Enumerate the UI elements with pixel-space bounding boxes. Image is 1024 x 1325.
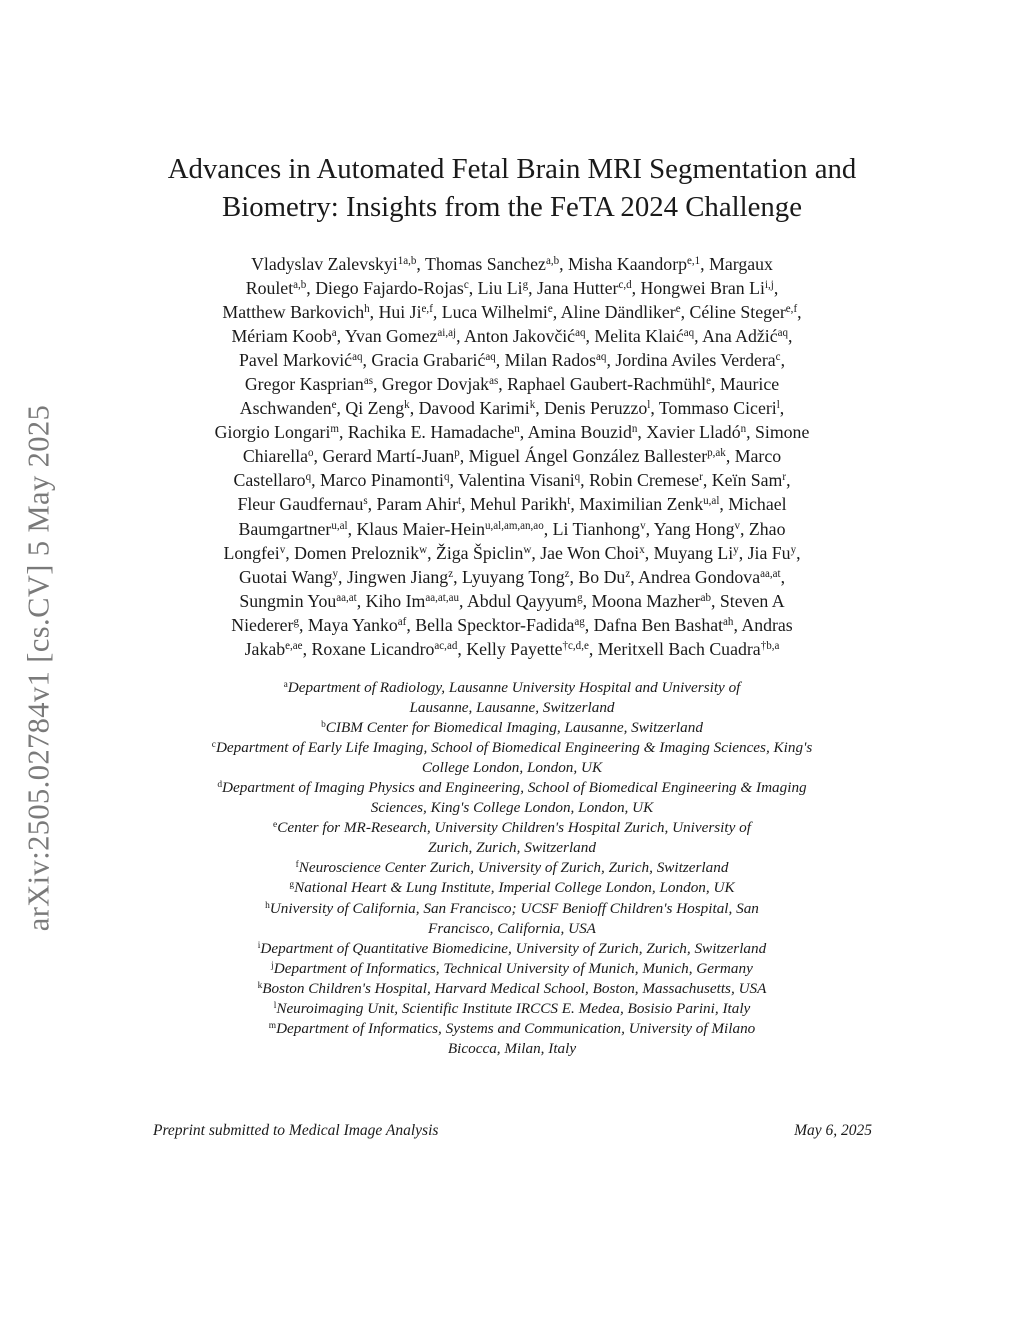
author-affiliation-mark: e [331, 399, 337, 412]
author-affiliation-mark: c [775, 351, 781, 364]
affiliation-mark: f [295, 860, 299, 871]
author-line [146, 613, 878, 637]
author-name: , [780, 350, 786, 371]
author-name: , Marco Pinamonti [311, 470, 444, 491]
author-list [146, 252, 878, 661]
author-name: , Lyuyang Tong [453, 566, 565, 587]
author-name: , Qi Zeng [336, 398, 405, 419]
affiliation-text: Neuroscience Center Zurich, University of Zurich, Zurich, Switzerland [298, 859, 729, 877]
author-name: Matthew Barkovich [222, 302, 365, 323]
author-affiliation-mark: aq [777, 327, 789, 340]
author-affiliation-mark: q [443, 471, 450, 484]
author-name: , Robin Cremese [580, 470, 700, 491]
author-name: , Maximilian Zenk [570, 494, 704, 515]
author-affiliation-mark: v [279, 543, 286, 556]
affiliation-text: Boston Children's Hospital, Harvard Medical School, Boston, Massachusetts, USA [262, 979, 767, 997]
author-affiliation-mark: n [740, 423, 747, 436]
author-name: , [779, 398, 785, 419]
affiliation-line [146, 1019, 878, 1039]
affiliation-text: Zurich, Zurich, Switzerland [428, 839, 596, 857]
affiliation-text: University of California, San Francisco; UCSF Benioff Children's Hospital, San [269, 899, 759, 917]
author-name: Vladyslav Zalevskyi [251, 254, 398, 274]
author-name: , Luca Wilhelmi [432, 302, 548, 323]
author-name: , Margaux [700, 254, 773, 274]
author-name: , Gracia Grabarić [362, 350, 486, 371]
author-affiliation-mark: aq [683, 327, 695, 340]
author-name: , Zhao [740, 518, 786, 539]
author-name: Sungmin You [239, 590, 337, 611]
affiliation-line [146, 959, 878, 979]
author-affiliation-mark: q [305, 471, 312, 484]
affiliation-text: Sciences, King's College London, London, UK [370, 799, 654, 817]
affiliation-line [146, 939, 878, 959]
author-name: , Anton Jakovčić [456, 326, 576, 347]
author-name: , Klaus Maier-Hein [347, 518, 485, 539]
author-name: , Valentina Visani [449, 470, 575, 491]
author-name: , Denis Peruzzo [535, 398, 648, 419]
author-name: Baumgartner [238, 518, 332, 539]
affiliation-text: Bicocca, Milan, Italy [447, 1039, 577, 1057]
author-name: , Steven A [711, 590, 785, 611]
author-affiliation-mark: x [639, 543, 645, 556]
author-affiliation-mark: g [577, 591, 583, 604]
author-name: Longfei [223, 542, 280, 563]
affiliation-text: Center for MR-Research, University Children's Hospital Zurich, University of [277, 819, 751, 837]
author-name: , [773, 278, 779, 299]
author-line [146, 396, 878, 420]
author-affiliation-mark: m [330, 423, 339, 436]
author-affiliation-mark: ab [700, 591, 712, 604]
author-affiliation-mark: aq [485, 351, 496, 364]
author-name: , Kiho Im [356, 590, 426, 611]
author-name: , Param Ahir [367, 494, 459, 515]
author-name: , Dafna Ben Bashat [584, 614, 724, 635]
author-name: , Xavier Lladó [637, 422, 741, 443]
affiliation-line [146, 678, 878, 698]
author-name: , Domen Preloznik [285, 542, 420, 563]
author-affiliation-mark: h [364, 303, 370, 316]
affiliation-line [146, 758, 878, 778]
author-affiliation-mark: r [699, 471, 703, 484]
author-name: Chiarella [242, 446, 309, 467]
author-affiliation-mark: aq [575, 327, 586, 340]
author-name: , Abdul Qayyum [459, 590, 578, 611]
author-name: , Meritxell Bach Cuadra [588, 638, 761, 659]
author-line [146, 444, 878, 468]
affiliation-mark: l [273, 1000, 277, 1011]
author-name: , Hongwei Bran Li [631, 278, 765, 299]
author-name: , [796, 542, 801, 563]
affiliation-text: Neuroimaging Unit, Scientific Institute IRCCS E. Medea, Bosisio Parini, Italy [276, 999, 751, 1017]
author-affiliation-mark: n [514, 423, 520, 436]
author-affiliation-mark: e [706, 375, 712, 388]
author-affiliation-mark: u,al [703, 495, 720, 508]
author-name: , Bo Du [569, 566, 626, 587]
author-line [146, 517, 878, 541]
affiliation-text: Lausanne, Lausanne, Switzerland [409, 699, 615, 717]
affiliation-line [146, 858, 878, 878]
affiliation-list [146, 678, 878, 1059]
author-name: , [788, 326, 793, 347]
author-name: Guotai Wang [238, 566, 333, 587]
affiliation-line [146, 1039, 878, 1059]
affiliation-text: CIBM Center for Biomedical Imaging, Lausanne, Switzerland [325, 719, 703, 737]
author-name: Gregor Kasprian [244, 374, 364, 395]
affiliation-mark: k [257, 980, 263, 991]
author-affiliation-mark: v [640, 519, 646, 532]
author-name: , Misha Kaandorp [559, 254, 688, 274]
author-affiliation-mark: e,1 [687, 254, 701, 267]
author-affiliation-mark: as [489, 375, 499, 388]
author-name: , Davood Karimi [409, 398, 530, 419]
author-name: Pavel Marković [238, 350, 353, 371]
author-line [146, 589, 878, 613]
author-name: , Simone [746, 422, 810, 443]
author-affiliation-mark: aa,at [336, 591, 357, 604]
affiliation-line [146, 979, 878, 999]
author-name: , Tommaso Ciceri [650, 398, 777, 419]
author-name: , Jia Fu [738, 542, 791, 563]
author-affiliation-mark: y [733, 543, 739, 556]
affiliation-mark: m [268, 1020, 277, 1031]
author-line [146, 565, 878, 589]
submission-date: May 6, 2025 [794, 1122, 872, 1139]
author-affiliation-mark: t [458, 495, 462, 508]
affiliation-text: College London, London, UK [421, 759, 603, 777]
affiliation-text: Department of Informatics, Technical University of Munich, Munich, Germany [273, 959, 753, 977]
author-line [146, 468, 878, 492]
author-line [146, 324, 878, 348]
author-affiliation-mark: r [782, 471, 787, 484]
affiliation-text: Department of Radiology, Lausanne University Hospital and University of [287, 679, 741, 696]
author-name: , Marco [725, 446, 782, 467]
author-name: , Maya Yanko [298, 614, 398, 635]
author-name: Fleur Gaudfernau [237, 494, 364, 515]
author-line [146, 420, 878, 444]
author-name: , Thomas Sanchez [416, 254, 546, 274]
affiliation-line [146, 778, 878, 798]
page-footer [153, 1122, 872, 1140]
author-name: Aschwanden [239, 398, 332, 419]
paper-title [140, 150, 884, 226]
author-name: , Melita Klaić [585, 326, 684, 347]
author-affiliation-mark: l [647, 399, 651, 412]
author-affiliation-mark: g [293, 615, 299, 628]
author-name: , Milan Rados [495, 350, 597, 371]
affiliation-mark: i [257, 940, 261, 951]
affiliation-line [146, 798, 878, 818]
author-affiliation-mark: e [547, 303, 553, 316]
author-affiliation-mark: †b,a [760, 639, 780, 652]
author-affiliation-mark: ag [574, 615, 585, 628]
affiliation-text: Department of Quantitative Biomedicine, University of Zurich, Zurich, Switzerland [260, 939, 767, 957]
author-name: , Ana Adžić [694, 326, 778, 347]
author-affiliation-mark: p [454, 447, 460, 460]
author-name: Castellaro [233, 470, 306, 491]
author-affiliation-mark: a [331, 327, 337, 340]
author-name: , Roxane Licandro [302, 638, 435, 659]
author-affiliation-mark: aq [352, 351, 363, 364]
affiliation-mark: j [271, 960, 274, 971]
author-affiliation-mark: q [574, 471, 581, 484]
author-name: , Li Tianhong [543, 518, 641, 539]
author-affiliation-mark: ah [723, 615, 734, 628]
author-affiliation-mark: af [397, 615, 407, 628]
author-name: , Andrea Gondova [630, 566, 761, 587]
author-line [146, 276, 878, 300]
author-name: , Jana Hutter [528, 278, 619, 299]
author-affiliation-mark: e,f [785, 303, 798, 316]
author-line [146, 492, 878, 516]
author-affiliation-mark: k [404, 399, 410, 412]
author-line [146, 252, 878, 276]
author-name: , Amina Bouzid [519, 422, 632, 443]
author-affiliation-mark: e [675, 303, 681, 316]
affiliation-line [146, 738, 878, 758]
author-name: , Maurice [711, 374, 780, 395]
author-name: , Gerard Martí-Juan [313, 446, 455, 467]
author-name: , Bella Specktor-Fadida [406, 614, 575, 635]
author-affiliation-mark: z [448, 567, 454, 580]
affiliation-mark: c [211, 739, 216, 750]
author-affiliation-mark: y [332, 567, 339, 580]
affiliation-mark: b [321, 719, 326, 730]
author-affiliation-mark: 1a,b [397, 254, 417, 267]
author-affiliation-mark: u,al,am,an,ao [484, 519, 544, 532]
author-name: , Jingwen Jiang [338, 566, 449, 587]
author-name: , Moona Mazher [582, 590, 701, 611]
author-name: , Gregor Dovjak [373, 374, 490, 395]
author-affiliation-mark: aq [596, 351, 607, 364]
author-name: , Muyang Li [644, 542, 734, 563]
author-affiliation-mark: k [529, 399, 536, 412]
affiliation-text: Department of Early Life Imaging, School of Biomedical Engineering & Imaging Sciences, King's [215, 739, 813, 757]
affiliation-text: Department of Imaging Physics and Engineering, School of Biomedical Engineering & Imaging [222, 779, 807, 797]
author-name: , Jordina Aviles Verdera [606, 350, 776, 371]
author-affiliation-mark: e,f [421, 303, 433, 316]
author-line [146, 348, 878, 372]
author-name: , Liu Li [468, 278, 523, 299]
affiliation-line [146, 718, 878, 738]
author-name: Giorgio Longari [214, 422, 331, 443]
author-affiliation-mark: as [363, 375, 374, 388]
affiliation-mark: h [265, 900, 270, 911]
affiliation-text: National Heart & Lung Institute, Imperial College London, London, UK [294, 879, 735, 897]
affiliation-line [146, 878, 878, 898]
author-affiliation-mark: a,b [545, 254, 560, 267]
author-affiliation-mark: e,ae [285, 639, 303, 652]
affiliation-mark: g [289, 880, 295, 891]
author-name: , Yang Hong [645, 518, 735, 539]
author-affiliation-mark: c [463, 278, 469, 291]
author-line [146, 637, 878, 661]
author-affiliation-mark: o [308, 447, 314, 460]
affiliation-line [146, 818, 878, 838]
author-affiliation-mark: v [734, 519, 741, 532]
author-affiliation-mark: i,j [764, 278, 774, 291]
affiliation-line [146, 999, 878, 1019]
author-affiliation-mark: ai,aj [437, 327, 457, 340]
author-name: , Andras [733, 614, 793, 635]
author-name: Niederer [231, 614, 294, 635]
author-affiliation-mark: aa,at,au [425, 591, 460, 604]
author-affiliation-mark: t [567, 495, 571, 508]
author-name: , Diego Fajardo-Rojas [306, 278, 464, 299]
author-name: , Rachika E. Hamadache [338, 422, 515, 443]
affiliation-text: Francisco, California, USA [428, 919, 596, 937]
author-line [146, 541, 878, 565]
author-affiliation-mark: l [776, 399, 780, 412]
author-name: Mériam Koob [231, 326, 332, 347]
author-line [146, 372, 878, 396]
affiliation-line [146, 698, 878, 718]
author-name: , Céline Steger [680, 302, 786, 323]
author-name: , Yvan Gomez [336, 326, 438, 347]
title-line: Advances in Automated Fetal Brain MRI Segmentation and [167, 153, 857, 185]
author-name: , Keïn Sam [702, 470, 783, 491]
author-name: , Hui Ji [369, 302, 422, 323]
author-affiliation-mark: n [631, 423, 638, 436]
author-affiliation-mark: c,d [618, 278, 632, 291]
author-name: , Miguel Ángel González Ballester [459, 446, 708, 467]
affiliation-line [146, 838, 878, 858]
affiliation-mark: d [217, 780, 223, 791]
author-affiliation-mark: z [564, 567, 570, 580]
affiliation-mark: e [273, 820, 278, 831]
author-affiliation-mark: y [790, 543, 797, 556]
author-affiliation-mark: aa,at [760, 567, 781, 580]
author-name: , Mehul Parikh [461, 494, 568, 515]
author-name: , [780, 566, 786, 587]
affiliation-line [146, 899, 878, 919]
author-name: Jakab [244, 638, 286, 659]
author-affiliation-mark: p,ak [707, 447, 726, 460]
affiliation-mark: a [283, 679, 288, 690]
author-affiliation-mark: s [363, 495, 368, 508]
author-affiliation-mark: a,b [293, 278, 307, 291]
affiliation-line [146, 919, 878, 939]
author-affiliation-mark: w [419, 543, 428, 556]
author-name: , Žiga Špiclin [427, 542, 524, 563]
author-affiliation-mark: ac,ad [434, 639, 458, 652]
author-name: , Michael [719, 494, 787, 515]
title-line: Biometry: Insights from the FeTA 2024 Challenge [222, 191, 802, 223]
author-line [146, 300, 878, 324]
arxiv-identifier: arXiv:2505.02784v1 [cs.CV] 5 May 2025 [21, 404, 56, 932]
author-affiliation-mark: w [523, 543, 532, 556]
submission-note: Preprint submitted to Medical Image Analysis [153, 1122, 439, 1139]
author-name: , Kelly Payette [457, 638, 563, 659]
author-name: , [797, 302, 802, 323]
author-name: , Jae Won Choi [531, 542, 640, 563]
author-name: , [786, 470, 791, 491]
author-affiliation-mark: g [522, 278, 529, 291]
author-affiliation-mark: †c,d,e [562, 639, 589, 652]
author-affiliation-mark: u,al [331, 519, 348, 532]
author-name: , Aline Dändliker [552, 302, 676, 323]
affiliation-text: Department of Informatics, Systems and Communication, University of Milano [276, 1019, 756, 1037]
author-name: , Raphael Gaubert-Rachmühl [498, 374, 707, 395]
author-affiliation-mark: z [625, 567, 631, 580]
author-name: Roulet [245, 278, 294, 299]
